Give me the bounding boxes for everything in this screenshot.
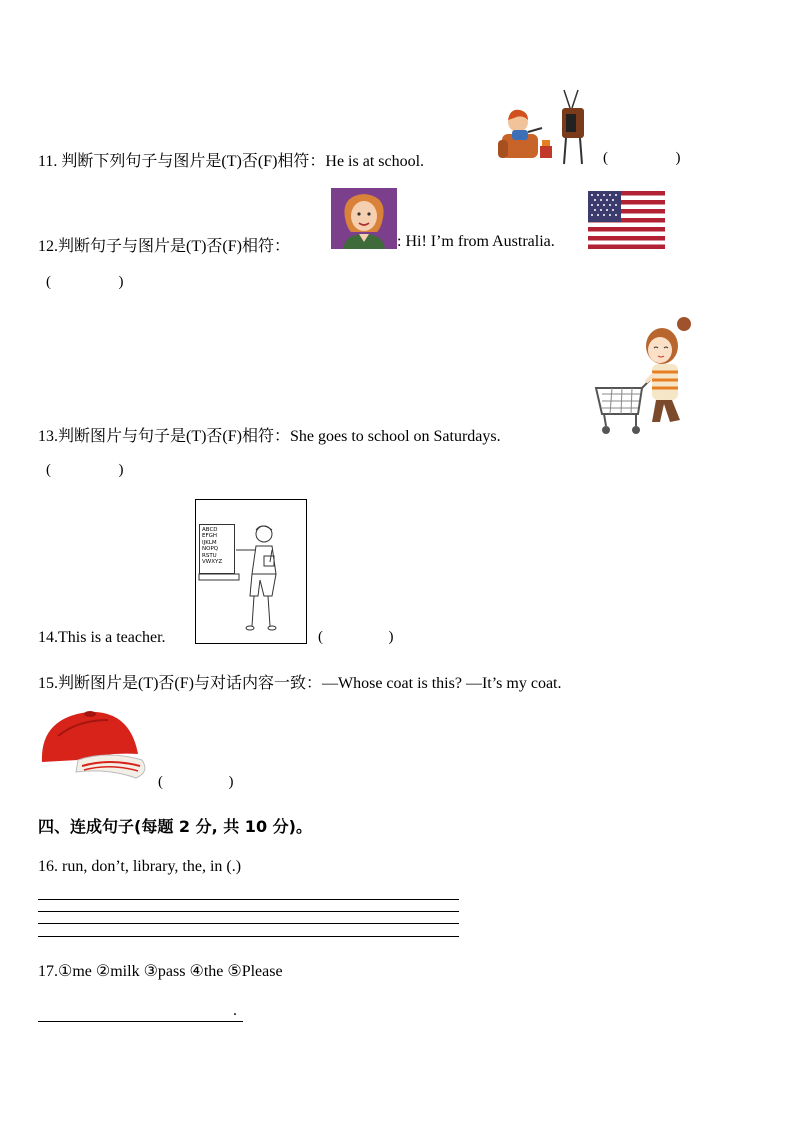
paren-close: ) <box>675 150 681 166</box>
answer-line-16-2[interactable] <box>38 911 459 912</box>
paren-open: ( <box>318 629 323 645</box>
answer-blank-15[interactable] <box>158 774 234 791</box>
question-16 <box>38 858 241 876</box>
paren-close: ) <box>118 462 124 478</box>
question-11 <box>38 148 424 171</box>
question-14-text: 14.This is a teacher. <box>38 629 166 646</box>
red-cap-icon <box>38 706 150 786</box>
paren-close: ) <box>118 274 124 290</box>
question-12 <box>38 233 290 256</box>
answer-line-16-1[interactable] <box>38 899 459 900</box>
question-12-sentence: : Hi! I’m from Australia. <box>397 233 555 250</box>
paren-close: ) <box>228 774 234 790</box>
teacher-image-frame <box>195 499 307 644</box>
alphabet-board: ABCD EFGH IJKLM NOPQ RSTU VWXYZ <box>199 524 235 574</box>
paren-open: ( <box>46 274 51 290</box>
section-4-heading: 四、连成句子(每题 2 分, 共 10 分)。 <box>38 817 312 836</box>
answer-blank-13[interactable] <box>46 462 124 479</box>
question-12-text: 12.判断句子与图片是(T)否(F)相符： <box>38 238 290 255</box>
question-13 <box>38 423 501 446</box>
question-17-text: 17.①me ②milk ③pass ④the ⑤Please <box>38 963 283 980</box>
question-15 <box>38 670 562 693</box>
boy-watching-tv-icon <box>496 88 592 166</box>
question-17 <box>38 961 283 981</box>
woman-portrait-image <box>331 188 397 249</box>
question-14 <box>38 629 166 647</box>
teacher-at-board-icon <box>196 500 306 643</box>
question-13-text: 13.判断图片与句子是(T)否(F)相符：She goes to school on Saturdays. <box>38 428 501 445</box>
answer-blank-12[interactable] <box>46 274 124 291</box>
answer-blank-11[interactable] <box>603 150 681 167</box>
girl-shopping-cart-icon <box>594 314 700 438</box>
question-17-period: . <box>233 1002 237 1019</box>
paren-open: ( <box>158 774 163 790</box>
question-15-text: 15.判断图片是(T)否(F)与对话内容一致：—Whose coat is this? —It’s my coat. <box>38 675 562 692</box>
question-11-text: 11. 判断下列句子与图片是(T)否(F)相符：He is at school. <box>38 153 425 170</box>
flag-image <box>588 191 665 249</box>
tv-scene-image <box>496 88 592 166</box>
shopping-image <box>594 314 700 438</box>
answer-line-17[interactable] <box>38 1021 243 1022</box>
paren-close: ) <box>388 629 394 645</box>
cap-image <box>38 706 150 786</box>
paren-open: ( <box>46 462 51 478</box>
answer-blank-14[interactable] <box>318 629 394 646</box>
question-16-text: 16. run, don’t, library, the, in (.) <box>38 858 242 875</box>
paren-open: ( <box>603 150 608 166</box>
woman-portrait-icon <box>331 188 397 249</box>
answer-line-16-4[interactable] <box>38 936 459 937</box>
usa-flag-icon <box>588 191 665 249</box>
answer-line-16-3[interactable] <box>38 923 459 924</box>
